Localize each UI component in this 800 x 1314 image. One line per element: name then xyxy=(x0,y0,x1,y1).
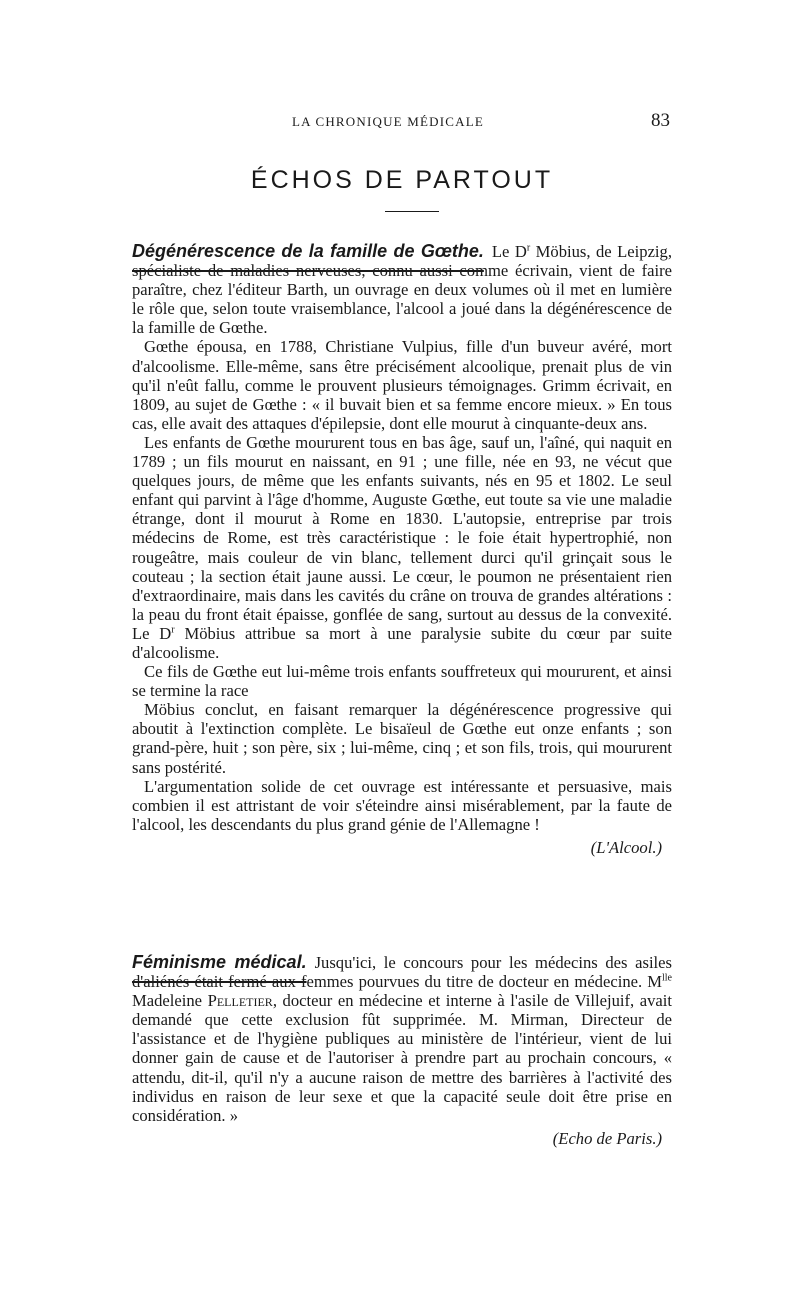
article1-p3-sup: r xyxy=(171,624,175,636)
article1-paragraph-4: Ce fils de Gœthe eut lui-même trois enfants souffreteux qui moururent, et ainsi se termine la race xyxy=(132,662,672,701)
title-divider xyxy=(385,211,439,212)
article1-lead-rest: Möbius, de Leipzig, spécialiste de maladies nerveuses, connu aussi comme écrivain, vient de faire paraître, chez l'éditeur Barth, un ouvrage en deux volumes où il met en lumière le rôle que, selon toute vraisemblance, l'alcool a joué dans la dégénérescence de la famille de Gœthe. xyxy=(132,242,672,338)
article1-paragraph-3 xyxy=(132,433,672,662)
article2-heading: Féminisme médical. xyxy=(132,952,307,972)
article1-source: (L'Alcool.) xyxy=(590,837,662,857)
page-number: 83 xyxy=(651,110,670,131)
article-feminisme xyxy=(132,953,672,1148)
article1-lead-sup: r xyxy=(526,242,531,254)
article2-lead-mid: Madeleine xyxy=(132,991,208,1011)
article2-name: Pelletier xyxy=(207,991,273,1011)
article2-source: (Echo de Paris.) xyxy=(552,1128,662,1148)
article1-heading: Dégénérescence de la famille de Gœthe. xyxy=(132,241,484,261)
section-title: ÉCHOS DE PARTOUT xyxy=(250,166,554,194)
article2-paragraph-1 xyxy=(132,953,672,1125)
article1-p3-text: Les enfants de Gœthe moururent tous en bas âge, sauf un, l'aîné, qui naquit en 1789 ; un fils mourut en naissant, en 91 ; une fille, née en 93, ne vécut que quelques jours, de même que les enfants suivants, nés en 95 et 1802. Le seul enfant qui parvint à l'âge d'homme, Auguste Gœthe, eut toute sa vie une maladie étrange, dont il mourut à Rome en 1830. L'autopsie, entreprise par trois médecins de Rome, est très caractéristique : le foie était hypertrophié, non rougeâtre, mais couleur de vin blanc, tellement durci qu'il grinçait sous le couteau ; la section était jaune aussi. Le cœur, le poumon ne présentaient rien d'extraordinaire, mais dans les cavités du crâne on trouva de grandes altérations : la peau du front était épaisse, gonflée de sang, surtout au dessus de la convexité. Le D xyxy=(132,432,672,643)
article-degenerescence xyxy=(132,242,672,857)
article2-lead-in: Jusqu'ici, le concours pour les médecins des asiles d'aliénés était fermé aux femmes pourvues du titre de docteur en médecine. M xyxy=(132,953,672,992)
article1-paragraph-6: L'argumentation solide de cet ouvrage est intéressante et persuasive, mais combien il est attristant de voir s'éteindre ainsi misérablement, par la faute de l'alcool, les descendants du plus grand génie de l'Allemagne ! xyxy=(132,776,672,834)
article1-lead-in: Le D xyxy=(491,242,527,261)
article1-p3-rest: Möbius attribue sa mort à une paralysie subite du cœur par suite d'alcoolisme. xyxy=(132,623,672,662)
article1-paragraph-2: Gœthe épousa, en 1788, Christiane Vulpius, fille d'un buveur avéré, mort d'alcoolisme. Elle-même, sans être précisément alcoolique, prenait plus de vin qu'il n'eût fallu, comme le prouvent plusieurs témoignages. Grimm écrivait, en 1809, au sujet de Gœthe : « il buvait bien et sa femme encore mieux. » En tous cas, elle avait des attaques d'épilepsie, dont elle mourut à cinquante-deux ans. xyxy=(132,337,672,433)
article1-paragraph-1 xyxy=(132,242,672,337)
running-head xyxy=(132,110,672,134)
article1-paragraph-5: Möbius conclut, en faisant remarquer la dégénérescence progressive qui aboutit à l'extinction complète. Le bisaïeul de Gœthe eut onze enfants ; son grand-père, huit ; son père, six ; lui-même, cinq ; et son fils, trois, qui moururent sans postérité. xyxy=(132,700,672,777)
article2-lead-sup: lle xyxy=(662,972,672,984)
article2-lead-rest: , docteur en médecine et interne à l'asile de Villejuif, avait demandé que cette exclusion fût supprimée. M. Mirman, Directeur de l'assistance et de l'hygiène publiques au ministère de l'intérieur, vient de lui donner gain de cause et de l'autoriser à prendre part au prochain concours, « attendu, dit-il, qu'il n'y a aucune raison de mettre des barrières à l'activité des individus en raison de leur sexe et que la capacité seule doit être prise en considération. » xyxy=(132,991,672,1125)
running-title: LA CHRONIQUE MÉDICALE xyxy=(292,114,485,129)
